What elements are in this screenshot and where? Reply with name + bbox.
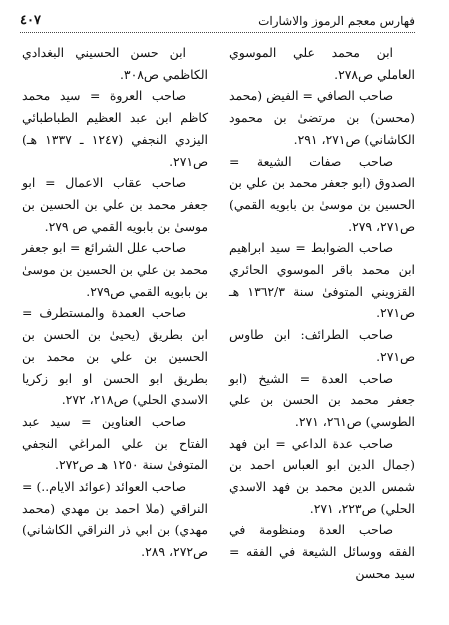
index-entry: صاحب العوائد (عوائد الايام..) = النراقي (ملا احمد بن مهدي (محمد مهدي) بن ابي ذر النراقي الكاشاني) ص٢٧٢، ٢٨٩. [22,479,208,560]
index-entry: ابن حسن الحسيني البغدادي الكاظمي ص٣٠٨. [22,45,208,82]
index-entry: صاحب عدة الداعي = ابن فهد (جمال الدين ابو العباس احمد بن شمس الدين محمد بن فهد الاسدي الحلي) ص٢٢٣، ٢٧١. [229,435,415,516]
index-entry: صاحب صفات الشيعة = الصدوق (ابو جعفر محمد بن علي بن الحسين بن موسىٰ بن بابويه القمي) ص٢٧١، ٢٧٩. [229,153,415,234]
index-entry: صاحب العناوين = سيد عبد الفتاح بن علي المراغي النجفي المتوفىٰ سنة ١٢٥٠ هـ ص٢٧٢. [22,413,208,473]
page-header [20,12,415,33]
right-column [229,42,415,585]
index-entry: صاحب الطرائف: ابن طاوس ص٢٧١. [229,327,415,364]
index-entry: صاحب العدة = الشيخ (ابو جعفر محمد بن الحسن بن علي الطوسي) ص٢٦١، ٢٧١. [229,370,415,429]
index-entry: صاحب علل الشرائع = ابو جعفر محمد بن علي بن الحسين بن موسىٰ بن بابويه القمي ص٢٧٩. [22,240,208,299]
index-entry: صاحب العدة ومنظومة في الفقه ووسائل الشيعة في الفقه = سيد محسن [229,522,415,581]
running-title: فهارس معجم الرموز والاشارات [254,12,415,30]
page-number: ٤٠٧ [20,12,45,30]
index-entry: صاحب عقاب الاعمال = ابو جعفر محمد بن علي بن الحسين بن موسىٰ بن بابويه القمي ص ٢٧٩. [22,175,208,234]
index-entry: ابن محمد علي الموسوي العاملي ص٢٧٨. [229,45,415,82]
index-entry: صاحب الصافي = الفيض (محمد (محسن) بن مرتضىٰ بن محمود الكاشاني) ص٢٧١، ٢٩١. [229,88,415,147]
index-entry: صاحب الضوابط = سيد ابراهيم ابن محمد باقر الموسوي الحائري القزويني المتوفىٰ سنة ١٣٦٢/٣ هـ ص٢٧١. [229,240,415,321]
left-column [22,42,208,563]
index-entry: صاحب العروة = سيد محمد كاظم ابن عبد العظيم الطباطبائي اليزدي النجفي (١٢٤٧ ـ ١٣٣٧ هـ) ص٢٧١. [22,88,208,169]
index-entry: صاحب العمدة والمستطرف = ابن بطريق (يحيىٰ بن الحسن بن الحسين بن علي بن محمد بن بطريق ابو الحسن او ابو زكريا الاسدي الحلي) ص٢١٨، ٢٧٢. [22,305,208,408]
